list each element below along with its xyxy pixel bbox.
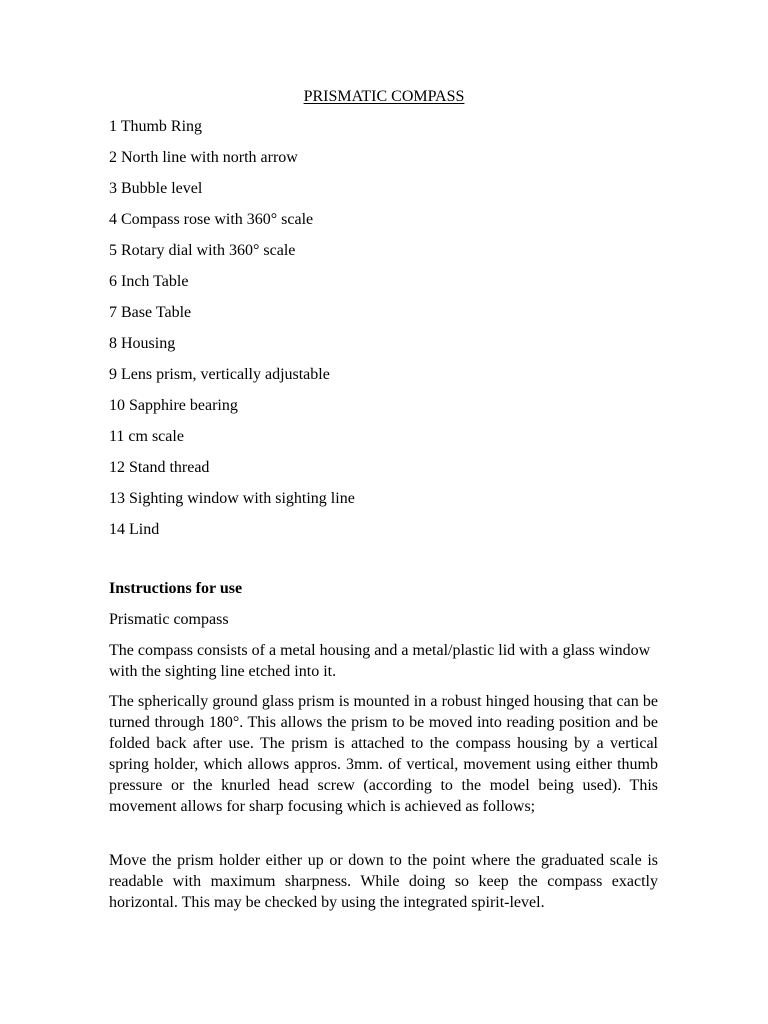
instructions-subheading: Prismatic compass bbox=[109, 611, 229, 628]
list-item: 6 Inch Table bbox=[109, 273, 189, 290]
list-item: 2 North line with north arrow bbox=[109, 149, 298, 166]
list-item: 12 Stand thread bbox=[109, 459, 210, 476]
list-item: 7 Base Table bbox=[109, 304, 192, 321]
list-item: 9 Lens prism, vertically adjustable bbox=[109, 366, 330, 383]
list-item: 1 Thumb Ring bbox=[109, 118, 203, 135]
parts-list bbox=[109, 116, 355, 550]
list-item: 13 Sighting window with sighting line bbox=[109, 490, 355, 507]
list-item: 10 Sapphire bearing bbox=[109, 397, 238, 414]
paragraph: Move the prism holder either up or down to the point where the graduated scale is readable with maximum sharpness. While doing so keep the compass exactly horizontal. This may be checked by using the integrated spirit-level. bbox=[109, 852, 658, 911]
instructions-heading: Instructions for use bbox=[109, 580, 243, 597]
paragraph: The spherically ground glass prism is mounted in a robust hinged housing that can be turned through 180°. This allows the prism to be moved into reading position and be folded back after use. The prism is attached to the compass housing by a vertical spring holder, which allows appros. 3mm. of vertical, movement using either thumb pressure or the knurled head screw (according to the model being used). This movement allows for sharp focusing which is achieved as follows; bbox=[109, 693, 658, 815]
paragraph: The compass consists of a metal housing and a metal/plastic lid with a glass window with the sighting line etched into it. bbox=[109, 642, 651, 680]
list-item: 4 Compass rose with 360° scale bbox=[109, 211, 314, 228]
list-item: 3 Bubble level bbox=[109, 180, 203, 197]
list-item: 14 Lind bbox=[109, 521, 160, 538]
list-item: 8 Housing bbox=[109, 335, 176, 352]
list-item: 11 cm scale bbox=[109, 428, 184, 445]
document-title: PRISMATIC COMPASS bbox=[303, 88, 465, 105]
list-item: 5 Rotary dial with 360° scale bbox=[109, 242, 296, 259]
